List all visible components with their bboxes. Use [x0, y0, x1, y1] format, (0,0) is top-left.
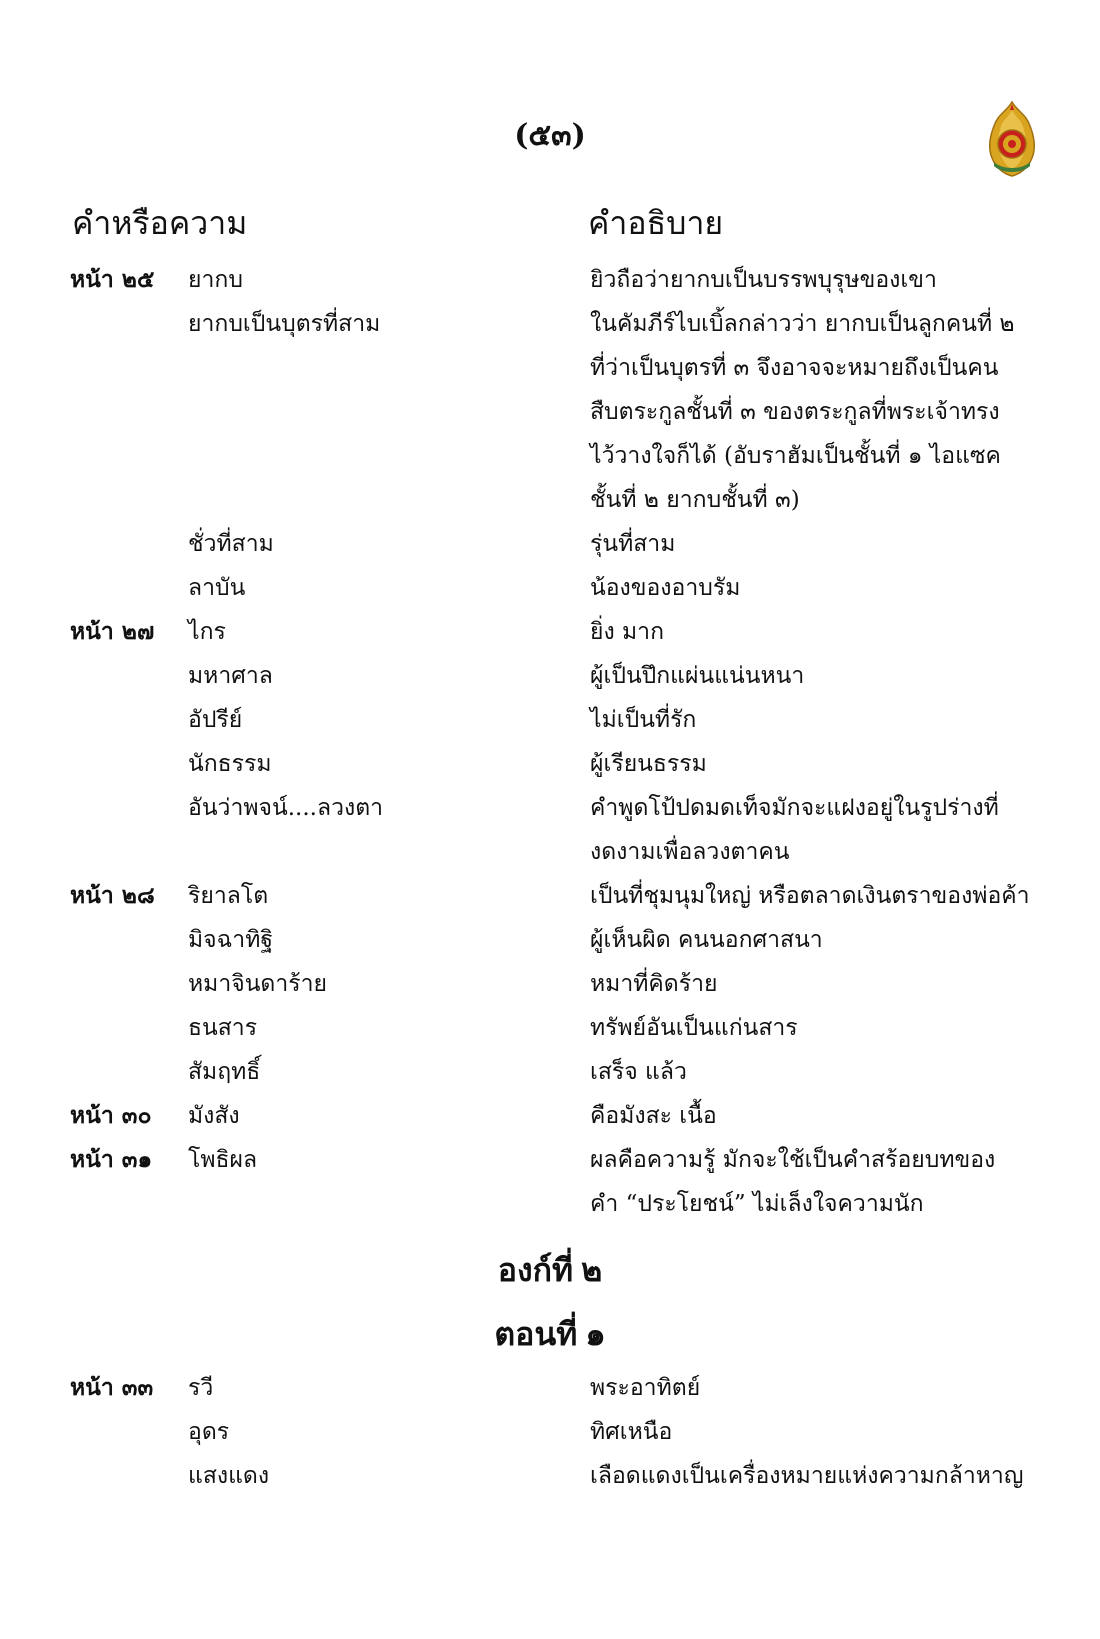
glossary-row — [0, 786, 1100, 874]
glossary-definition — [590, 654, 1030, 698]
definition-line: ยิ่ง มาก — [590, 619, 665, 645]
column-header-definition: คำอธิบาย — [588, 205, 724, 241]
glossary-term: อุดร — [188, 1419, 230, 1445]
glossary-term: ยากบเป็นบุตรที่สาม — [188, 311, 381, 337]
glossary-row — [0, 1410, 1100, 1454]
definition-line: ผู้เห็นผิด คนนอกศาสนา — [590, 927, 823, 953]
definition-line: คือมังสะ เนื้อ — [590, 1103, 717, 1129]
definition-line: พระอาทิตย์ — [590, 1375, 701, 1401]
glossary-definition — [590, 1006, 1030, 1050]
glossary-row — [0, 654, 1100, 698]
glossary-term: ริยาลโต — [188, 883, 269, 909]
definition-line: ทิศเหนือ — [590, 1419, 673, 1445]
page-number: (๕๓) — [514, 118, 586, 153]
glossary-definition — [590, 1138, 1030, 1226]
glossary-definition — [590, 1366, 1030, 1410]
glossary-row — [0, 742, 1100, 786]
glossary-term: นักธรรม — [188, 751, 272, 777]
glossary-term: มิจฉาทิฐิ — [188, 927, 274, 953]
glossary-definition — [590, 302, 1030, 522]
definition-line: ชั้นที่ ๒ ยากบชั้นที่ ๓) — [590, 487, 800, 513]
page-reference: หน้า ๒๗ — [70, 618, 155, 645]
glossary-definition — [590, 1094, 1030, 1138]
glossary-row — [0, 610, 1100, 654]
definition-line: คำ “ประโยชน์” ไม่เล็งใจความนัก — [590, 1191, 924, 1217]
definition-line: เลือดแดงเป็นเครื่องหมายแห่งความกล้าหาญ — [590, 1463, 1024, 1489]
definition-line: สืบตระกูลชั้นที่ ๓ ของตระกูลที่พระเจ้าทรง — [590, 399, 1000, 425]
definition-line: ทรัพย์อันเป็นแก่นสาร — [590, 1015, 798, 1041]
glossary-term: อัปรีย์ — [188, 707, 243, 733]
definition-line: ผู้เรียนธรรม — [590, 751, 707, 777]
page-reference: หน้า ๓๐ — [70, 1102, 152, 1129]
glossary-definition — [590, 258, 1030, 302]
glossary-term: ยากบ — [188, 267, 243, 293]
column-header-term: คำหรือความ — [72, 205, 248, 241]
definition-line: ผลคือความรู้ มักจะใช้เป็นคำสร้อยบทของ — [590, 1147, 996, 1173]
page-reference: หน้า ๒๕ — [70, 266, 155, 293]
glossary-definition — [590, 1050, 1030, 1094]
page-reference: หน้า ๓๑ — [70, 1146, 153, 1173]
glossary-row — [0, 1094, 1100, 1138]
definition-line: เป็นที่ชุมนุมใหญ่ หรือตลาดเงินตราของพ่อค้า — [590, 883, 1030, 909]
glossary-row — [0, 566, 1100, 610]
definition-line: ไม่เป็นที่รัก — [590, 707, 697, 733]
glossary-term: อันว่าพจน์....ลวงตา — [188, 795, 384, 821]
glossary-definition — [590, 874, 1030, 918]
glossary-definition — [590, 566, 1030, 610]
glossary-row — [0, 874, 1100, 918]
definition-line: คำพูดโป้ปดมดเท็จมักจะแฝงอยู่ในรูปร่างที่ — [590, 795, 999, 821]
glossary-row — [0, 1138, 1100, 1226]
glossary-row — [0, 522, 1100, 566]
glossary-term: แสงแดง — [188, 1463, 270, 1489]
definition-line: น้องของอาบรัม — [590, 575, 741, 601]
glossary-definition — [590, 698, 1030, 742]
glossary-definition — [590, 1410, 1030, 1454]
definition-line: ในคัมภีร์ไบเบิ้ลกล่าวว่า ยากบเป็นลูกคนที่ ๒ — [590, 311, 1015, 337]
glossary-term: ชั่วที่สาม — [188, 531, 274, 557]
page-reference: หน้า ๓๓ — [70, 1374, 154, 1401]
glossary-row — [0, 302, 1100, 522]
glossary-row — [0, 962, 1100, 1006]
glossary-row — [0, 258, 1100, 302]
definition-line: ยิวถือว่ายากบเป็นบรรพบุรุษของเขา — [590, 267, 937, 293]
glossary-definition — [590, 522, 1030, 566]
glossary-term: มหาศาล — [188, 663, 273, 689]
definition-line: ผู้เป็นปึกแผ่นแน่นหนา — [590, 663, 805, 689]
glossary-definition — [590, 962, 1030, 1006]
glossary-term: รวี — [188, 1375, 214, 1401]
glossary-row — [0, 918, 1100, 962]
glossary-definition — [590, 742, 1030, 786]
definition-line: รุ่นที่สาม — [590, 531, 676, 557]
glossary-section-1 — [0, 258, 1100, 1226]
act-heading: องก์ที่ ๒ — [497, 1252, 603, 1288]
glossary-term: โพธิผล — [188, 1147, 258, 1173]
glossary-definition — [590, 610, 1030, 654]
glossary-row — [0, 1050, 1100, 1094]
glossary-entries — [0, 258, 1100, 1498]
scene-heading: ตอนที่ ๑ — [494, 1316, 606, 1352]
definition-line: หมาที่คิดร้าย — [590, 971, 718, 997]
glossary-row — [0, 1006, 1100, 1050]
glossary-row — [0, 698, 1100, 742]
definition-line: เสร็จ แล้ว — [590, 1059, 687, 1085]
glossary-row — [0, 1366, 1100, 1410]
glossary-term: ลาบัน — [188, 575, 246, 601]
glossary-definition — [590, 918, 1030, 962]
page-reference: หน้า ๒๘ — [70, 882, 155, 909]
glossary-term: หมาจินดาร้าย — [188, 971, 328, 997]
definition-line: ไว้วางใจก็ได้ (อับราฮัมเป็นชั้นที่ ๑ ไอแซค — [590, 443, 1001, 469]
definition-line: ที่ว่าเป็นบุตรที่ ๓ จึงอาจจะหมายถึงเป็นคน — [590, 355, 999, 381]
glossary-term: ไกร — [188, 619, 226, 645]
glossary-section-2 — [0, 1366, 1100, 1498]
glossary-term: สัมฤทธิ์ — [188, 1059, 261, 1085]
emblem-logo-icon — [984, 100, 1040, 178]
glossary-term: มังสัง — [188, 1103, 240, 1129]
glossary-row — [0, 1454, 1100, 1498]
definition-line: งดงามเพื่อลวงตาคน — [590, 839, 790, 865]
glossary-definition — [590, 1454, 1030, 1498]
glossary-term: ธนสาร — [188, 1015, 258, 1041]
glossary-definition — [590, 786, 1030, 874]
